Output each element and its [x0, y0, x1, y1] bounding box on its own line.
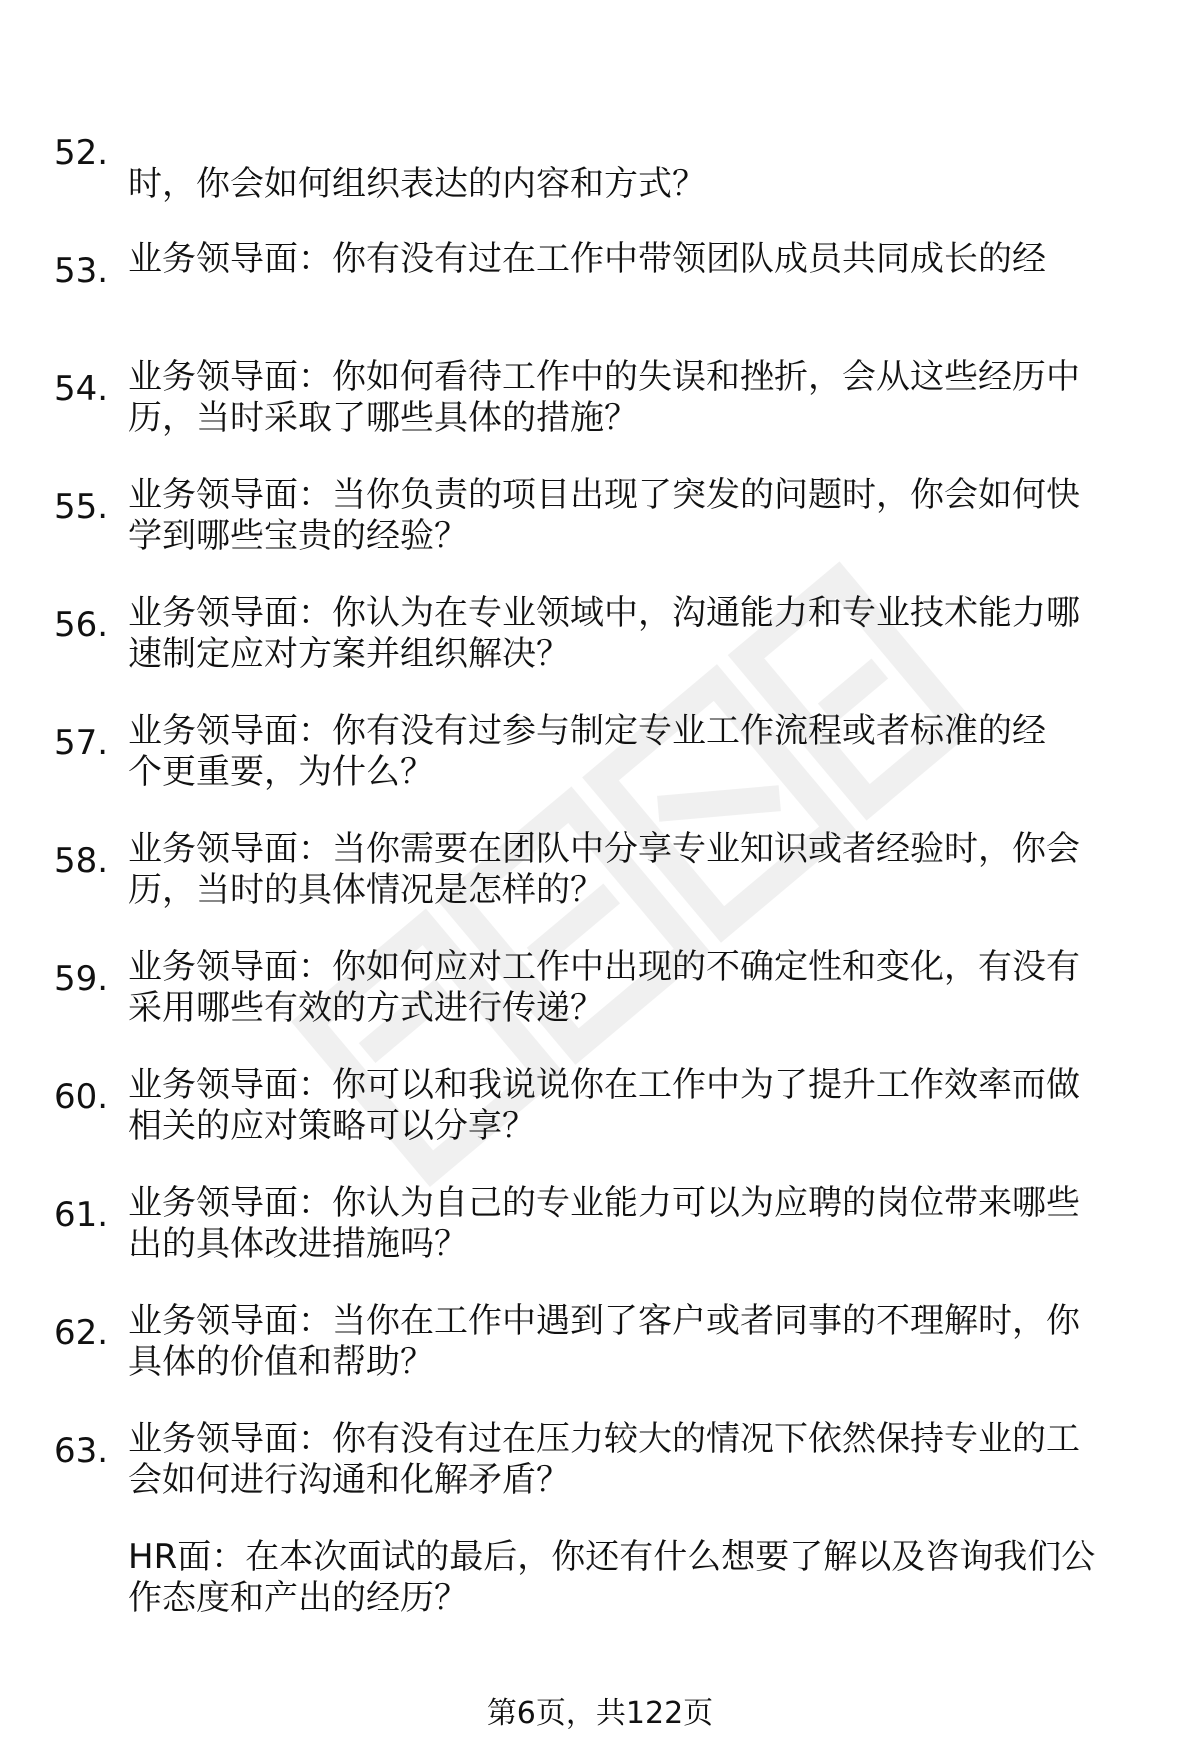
item-line: 个更重要，为什么？: [128, 752, 434, 792]
item-line: 业务领导面：你有没有过在压力较大的情况下依然保持专业的工: [128, 1419, 1080, 1459]
item-number: 55.: [54, 487, 109, 527]
item-line: 业务领导面：当你在工作中遇到了客户或者同事的不理解时，你: [128, 1301, 1080, 1341]
item-number: 60.: [54, 1077, 109, 1117]
item-number: 58.: [54, 841, 109, 881]
item-number: 63.: [54, 1431, 109, 1471]
item-text: [128, 1425, 1144, 1690]
item-line: 业务领导面：你有没有过参与制定专业工作流程或者标准的经: [128, 711, 1046, 751]
item-number: 54.: [54, 369, 109, 409]
item-number: 59.: [54, 959, 109, 999]
item-line: 业务领导面：你认为自己的专业能力可以为应聘的岗位带来哪些: [128, 1183, 1080, 1223]
item-line: 出的具体改进措施吗？: [128, 1224, 468, 1264]
item-line: 业务领导面：当你负责的项目出现了突发的问题时，你会如何快: [128, 475, 1080, 515]
item-number: 52.: [54, 133, 109, 173]
item-line: 历，当时采取了哪些具体的措施？: [128, 398, 638, 438]
item-line: 相关的应对策略可以分享？: [128, 1106, 536, 1146]
item-line: 具体的价值和帮助？: [128, 1342, 434, 1382]
item-line: 采用哪些有效的方式进行传递？: [128, 988, 604, 1028]
item-line: 速制定应对方案并组织解决？: [128, 634, 570, 674]
item-line: 学到哪些宝贵的经验？: [128, 516, 468, 556]
item-line: 业务领导面：你可以和我说说你在工作中为了提升工作效率而做: [128, 1065, 1080, 1105]
item-number: 57.: [54, 723, 109, 763]
item-line: HR面：在本次面试的最后，你还有什么想要了解以及咨询我们公: [128, 1537, 1096, 1577]
item-number: 61.: [54, 1195, 109, 1235]
item-number: 62.: [54, 1313, 109, 1353]
item-line: 业务领导面：你如何看待工作中的失误和挫折，会从这些经历中: [128, 357, 1080, 397]
item-line: 时，你会如何组织表达的内容和方式？: [128, 164, 706, 204]
item-line: 历，当时的具体情况是怎样的？: [128, 870, 604, 910]
item-line: 业务领导面：你如何应对工作中出现的不确定性和变化，有没有: [128, 947, 1080, 987]
item-line: 业务领导面：当你需要在团队中分享专业知识或者经验时，你会: [128, 829, 1080, 869]
item-number: 56.: [54, 605, 109, 645]
item-line: 会如何进行沟通和化解矛盾？: [128, 1460, 570, 1500]
item-number: 53.: [54, 251, 109, 291]
item-line: 业务领导面：你有没有过在工作中带领团队成员共同成长的经: [128, 239, 1046, 279]
item-line: 业务领导面：你认为在专业领域中，沟通能力和专业技术能力哪: [128, 593, 1080, 633]
item-line: 作态度和产出的经历？: [128, 1578, 468, 1618]
page-footer: 第6页，共122页: [486, 1696, 714, 1731]
